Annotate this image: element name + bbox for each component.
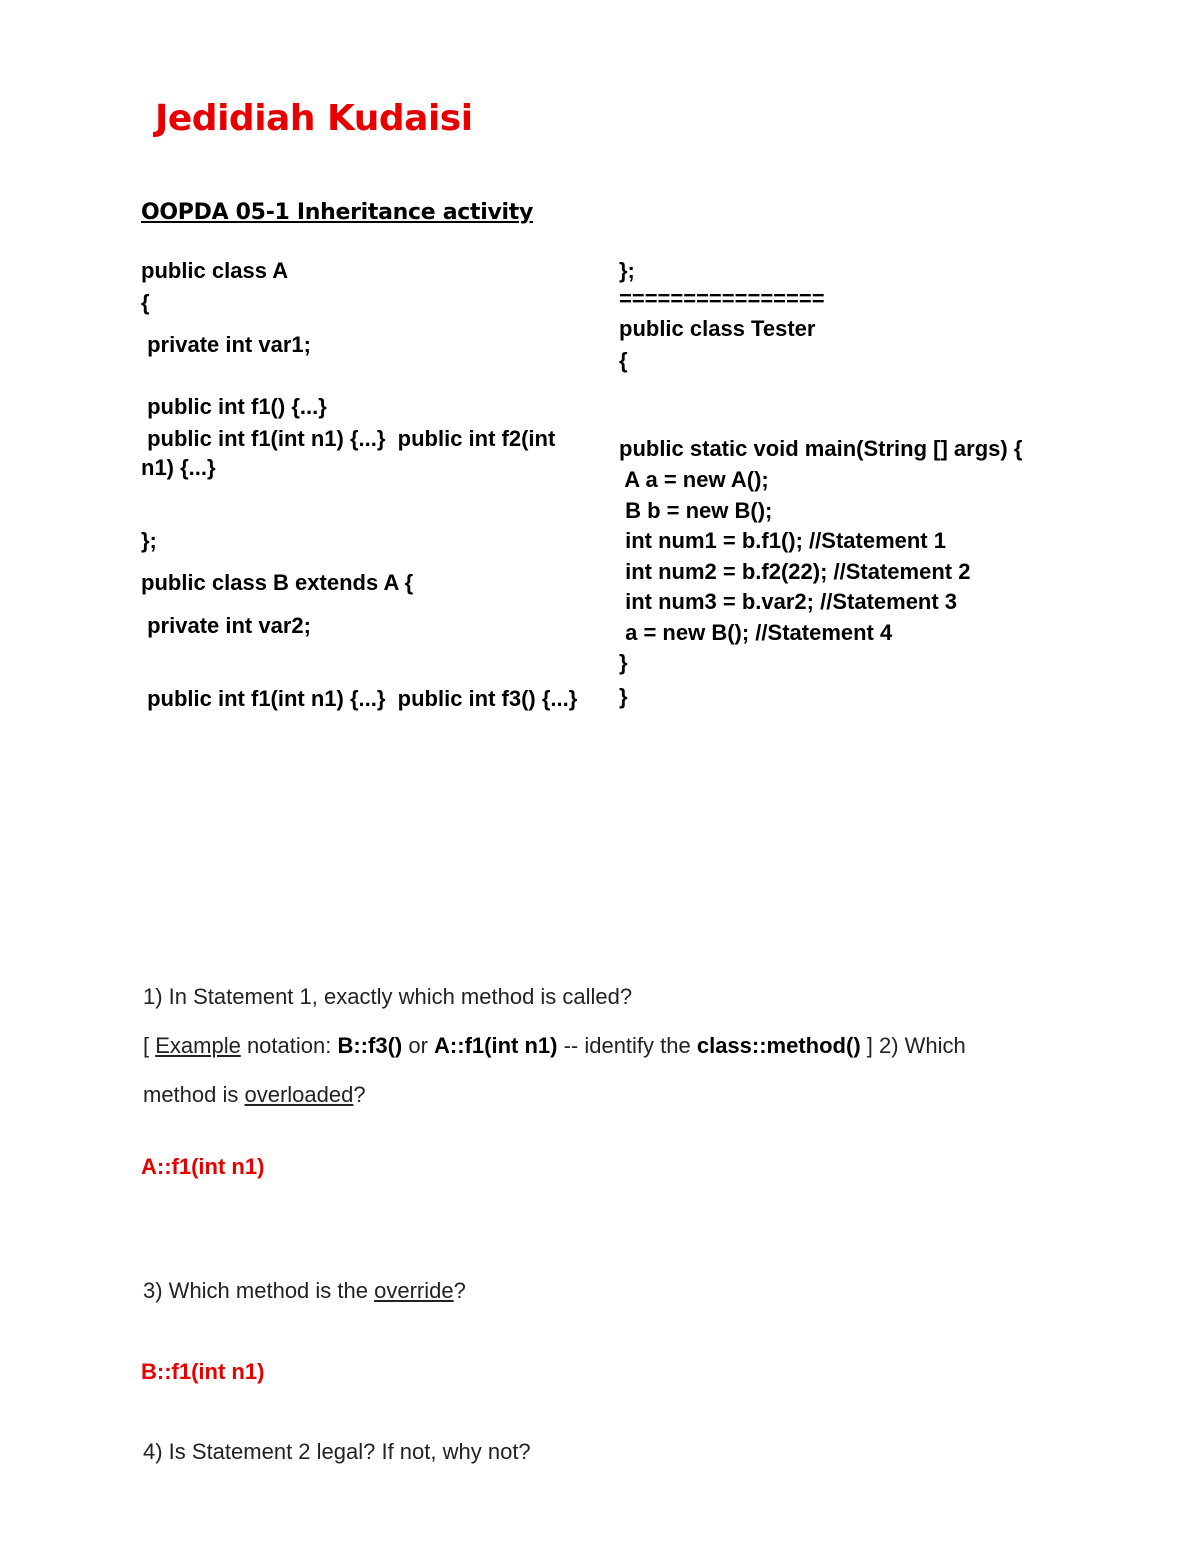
code-line: public class Tester bbox=[619, 316, 816, 341]
question-2-start: ] 2) Which bbox=[860, 1033, 966, 1058]
q3-text: 3) Which method is the bbox=[143, 1278, 375, 1303]
code-line: int num2 = b.f2(22); //Statement 2 bbox=[619, 559, 971, 584]
q2-text: method is bbox=[143, 1082, 245, 1107]
example-word: Example bbox=[155, 1033, 241, 1058]
author-name: Jedidiah Kudaisi bbox=[155, 98, 473, 139]
q3-mark: ? bbox=[453, 1278, 466, 1303]
document-heading: OOPDA 05-1 Inheritance activity bbox=[141, 200, 534, 225]
code-separator: ================ bbox=[619, 286, 825, 311]
code-line: int num1 = b.f1(); //Statement 1 bbox=[619, 528, 946, 553]
override-word: override bbox=[374, 1278, 454, 1303]
code-line: n1) {...} bbox=[141, 455, 216, 480]
code-line: { bbox=[619, 348, 628, 373]
code-line: public class A bbox=[141, 258, 289, 283]
code-line: public int f1(int n1) {...} public int f3() {...} bbox=[141, 686, 578, 711]
code-line: A a = new A(); bbox=[619, 467, 769, 492]
code-line: B b = new B(); bbox=[619, 498, 773, 523]
notation-text: notation: bbox=[240, 1033, 338, 1058]
code-line: } bbox=[619, 684, 628, 709]
q2-mark: ? bbox=[353, 1082, 366, 1107]
example-b-f3: B::f3() bbox=[337, 1033, 403, 1058]
code-line: private int var1; bbox=[141, 332, 311, 357]
question-1: 1) In Statement 1, exactly which method is called? bbox=[143, 984, 633, 1009]
example-open: [ bbox=[143, 1033, 156, 1058]
or-text: or bbox=[402, 1033, 435, 1058]
code-line: }; bbox=[619, 258, 635, 283]
code-line: a = new B(); //Statement 4 bbox=[619, 620, 893, 645]
code-line: public int f1(int n1) {...} public int f2(int bbox=[141, 426, 556, 451]
code-line: public class B extends A { bbox=[141, 570, 414, 595]
example-notation bbox=[143, 1033, 966, 1059]
overloaded-word: overloaded bbox=[244, 1082, 354, 1107]
code-line: private int var2; bbox=[141, 613, 311, 638]
answer-overloaded: A::f1(int n1) bbox=[141, 1154, 265, 1179]
code-line: public static void main(String [] args) { bbox=[619, 436, 1023, 461]
code-line: { bbox=[141, 290, 150, 315]
code-line: int num3 = b.var2; //Statement 3 bbox=[619, 589, 958, 614]
code-line: } bbox=[619, 650, 628, 675]
code-line: }; bbox=[141, 528, 157, 553]
class-method-text: class::method() bbox=[696, 1033, 861, 1058]
answer-override: B::f1(int n1) bbox=[141, 1359, 265, 1384]
question-2-continued bbox=[143, 1082, 366, 1108]
example-a-f1: A::f1(int n1) bbox=[434, 1033, 558, 1058]
question-4: 4) Is Statement 2 legal? If not, why not? bbox=[143, 1439, 531, 1464]
identify-text: -- identify the bbox=[557, 1033, 697, 1058]
question-3 bbox=[143, 1278, 466, 1304]
code-line: public int f1() {...} bbox=[141, 394, 327, 419]
